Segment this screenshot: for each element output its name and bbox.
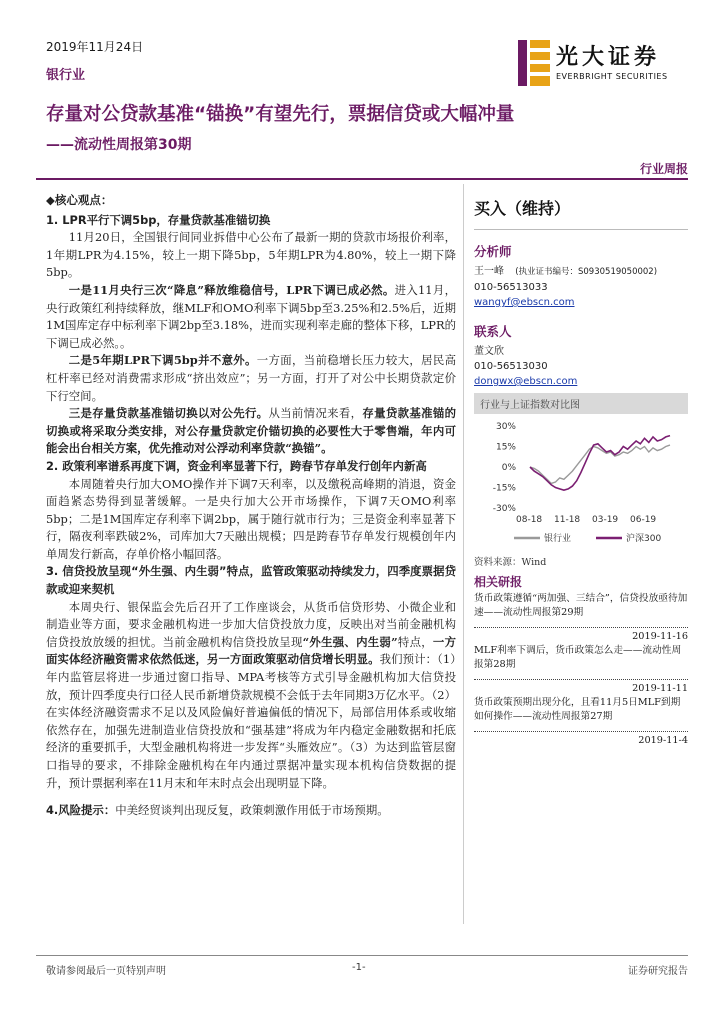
contact-email-link[interactable]: dongwx@ebscn.com: [474, 376, 578, 387]
contact-heading: 联系人: [474, 324, 512, 339]
related-item-title: 货币政策遵循“两加强、三结合”，信贷投放亟待加速——流动性周报第29期: [474, 593, 688, 618]
paragraph: 本周随着央行加大OMO操作并下调7天利率，以及缴税高峰期的消退，资金面趋紧态势得到显著缓解。一是央行加大公开市场操作，下调7天OMO利率5bp；二是1M国库定存利率下调2bp，属于随行就市行为；三是资金利率显著下行，隔夜利率跌破2%，司库加大7天融出规模；四是跨春节存单发行规模创年内单周发行新高，存单价格小幅回落。: [46, 476, 456, 561]
chart-panel: [474, 393, 688, 568]
x-tick-label: 06-19: [630, 515, 657, 525]
dotted-leader: [474, 621, 688, 628]
main-content: [46, 192, 456, 820]
footer-divider: [36, 955, 688, 956]
logo-text: 光大证券: [556, 44, 661, 70]
y-tick-label: 30%: [495, 422, 516, 432]
bold-text: 存量贷款基准锚的切换或将采取分类安排，对公存量贷款定价锚切换的必要性大于零售端，年内可能会出台相关方案，优先推动对公浮动利率贷款“换锚”。: [46, 406, 456, 456]
related-item-date: 2019-11-11: [632, 683, 688, 694]
x-tick-label: 03-19: [592, 515, 619, 525]
related-item-date: 2019-11-16: [632, 631, 688, 642]
x-axis: [516, 515, 656, 525]
bold-lead: 一是11月央行三次“降息”释放维稳信号，LPR下调已成必然。: [68, 282, 395, 297]
paragraph-text: 特点，: [397, 634, 433, 649]
analyst-name-row: [474, 264, 688, 280]
sidebar: [474, 196, 688, 389]
paragraph: [46, 405, 456, 458]
analyst-cert: (执业证书编号：S0930519050002): [515, 267, 658, 277]
logo-mark-icon: [518, 40, 550, 86]
y-axis: [493, 422, 517, 514]
header-divider: [36, 178, 688, 180]
legend-label: 沪深300: [626, 534, 662, 544]
analyst-name: 王一峰: [474, 266, 504, 277]
key-points-label: ◆核心观点：: [46, 193, 113, 207]
bold-text: “外生强、内生弱”: [302, 634, 398, 649]
column-divider: [463, 184, 464, 924]
related-item-title: MLF利率下调后，货币政策怎么走——流动性周报第28期: [474, 645, 682, 670]
related-item-title: 货币政策预期出现分化，且看11月5日MLF到期如何操作——流动性周报第27期: [474, 697, 681, 722]
paragraph-text: 从当前情况来看，: [268, 406, 363, 421]
risk-paragraph: [46, 802, 456, 820]
bold-lead: 二是5年期LPR下调5bp并不意外。: [68, 353, 257, 368]
related-item[interactable]: [474, 644, 688, 696]
paragraph-text: 一方面，当前稳增长压力较大，居民高杠杆率已经对消费需求形成“挤出效应”；另一方面，打开了对公中长期贷款定价下行空间。: [46, 353, 456, 403]
paragraph: [46, 599, 456, 793]
analyst-phone: 010-56513033: [474, 282, 548, 293]
related-heading: 相关研报: [474, 575, 523, 589]
y-tick-label: -15%: [492, 483, 516, 494]
report-date: 2019年11月24日: [46, 40, 144, 54]
y-tick-label: -30%: [492, 504, 516, 514]
logo-subtext: EVERBRIGHT SECURITIES: [556, 72, 668, 81]
contact-phone: 010-56513030: [474, 361, 548, 372]
dotted-leader: [474, 725, 688, 732]
rating-divider: [474, 229, 688, 230]
page-title: 存量对公贷款基准“锚换”有望先行，票据信贷或大幅冲量: [46, 104, 515, 125]
report-type-label: 行业周报: [639, 162, 688, 176]
legend-label: 银行业: [544, 534, 572, 544]
page-number: -1-: [352, 962, 366, 973]
paragraph: 11月20日，全国银行间同业拆借中心公布了最新一期的贷款市场报价利率，1年期LPR为4.15%，较上一期下降5bp，5年期LPR为4.80%，较上一期下降5bp。: [46, 230, 456, 280]
brand-logo: [518, 40, 688, 92]
section-1-title: 1. LPR平行下调5bp，存量贷款基准锚切换: [46, 212, 271, 227]
paragraph: [46, 352, 456, 405]
contact-name: 董文欣: [474, 346, 504, 357]
page-subtitle: ——流动性周报第30期: [46, 137, 192, 153]
related-item[interactable]: [474, 592, 688, 644]
footer-report-label: 证券研究报告: [628, 966, 688, 977]
related-item[interactable]: [474, 696, 688, 748]
paragraph: [46, 282, 456, 352]
chart-svg: [474, 414, 688, 548]
related-item-date: 2019-11-4: [638, 735, 688, 746]
analyst-email-link[interactable]: wangyf@ebscn.com: [474, 297, 575, 308]
paragraph-text: 进入11月，央行政策红利持续释放，继MLF和OMO利率下调5bp至3.25%和2.5%后，近期1M国库定存中标利率下调2bp至3.18%，进而实现利率走廊的整体下移，LPR的下调已成必然。。: [46, 282, 456, 350]
dotted-leader: [474, 673, 688, 680]
series-line-bank: [530, 445, 670, 483]
x-tick-label: 11-18: [554, 515, 581, 525]
bold-lead: 三是存量贷款基准锚切换以对公先行。: [68, 406, 269, 421]
series-lines: [530, 436, 670, 491]
related-reports: [474, 575, 688, 748]
chart-title: 行业与上证指数对比图: [474, 393, 688, 414]
x-tick-label: 08-18: [516, 515, 543, 525]
section-2-title: 2. 政策利率谱系再度下调，资金利率显著下行，跨春节存单发行创年内新高: [46, 458, 427, 473]
chart-legend: [514, 532, 661, 544]
footer-disclaimer: 敬请参阅最后一页特别声明: [46, 966, 166, 977]
y-tick-label: 15%: [495, 442, 516, 453]
risk-text: 中美经贸谈判出现反复，政策刺激作用低于市场预期。: [115, 803, 389, 818]
rating: 买入（维持）: [474, 199, 571, 218]
section-3-title: 3. 信贷投放呈现“外生强、内生弱”特点，监管政策驱动持续发力，四季度票据贷款或迎来契机: [46, 564, 456, 597]
y-tick-label: 0%: [501, 463, 516, 473]
sector-label: 银行业: [46, 68, 86, 83]
analyst-heading: 分析师: [474, 244, 512, 259]
chart-source: 资料来源：Wind: [474, 557, 547, 568]
series-line-hs300: [530, 436, 670, 491]
paragraph-text: 我们预计：（1）年内监管层将进一步通过窗口指导、MPA考核等方式引导金融机构加大信贷投放，预计四季度央行口径人民币新增贷款规模不会低于去年同期3万亿水平。（2）在实体经济融资需求不足以及风险偏好普遍偏低的情况下，局部信用体系或收缩依然存在，加强先进制造业信贷投放和“强基建”将成为年内稳定金融数据和托底经济的重要抓手，大型金融机构将进一步发挥“头雁效应”。（3）为达到监管层窗口指导的要求，不排除金融机构在年内通过票据冲量实现本机构信贷数据的提升，预计票据利率在11月末和年末时点会出现明显下降。: [46, 652, 456, 790]
paragraph-text: 本周央行、银保监会先后召开了工作座谈会，从货币信贷形势、小微企业和制造业等方面，要求金融机构进一步加大信贷投放力度，反映出对当前金融机构信贷投放放缓的担忧。当前金融机构信贷投放呈现: [46, 599, 456, 649]
risk-label: 4.风险提示：: [46, 803, 116, 818]
bold-text: 一方面实体经济融资需求依然低迷，另一方面政策驱动信贷增长明显。: [46, 634, 456, 667]
